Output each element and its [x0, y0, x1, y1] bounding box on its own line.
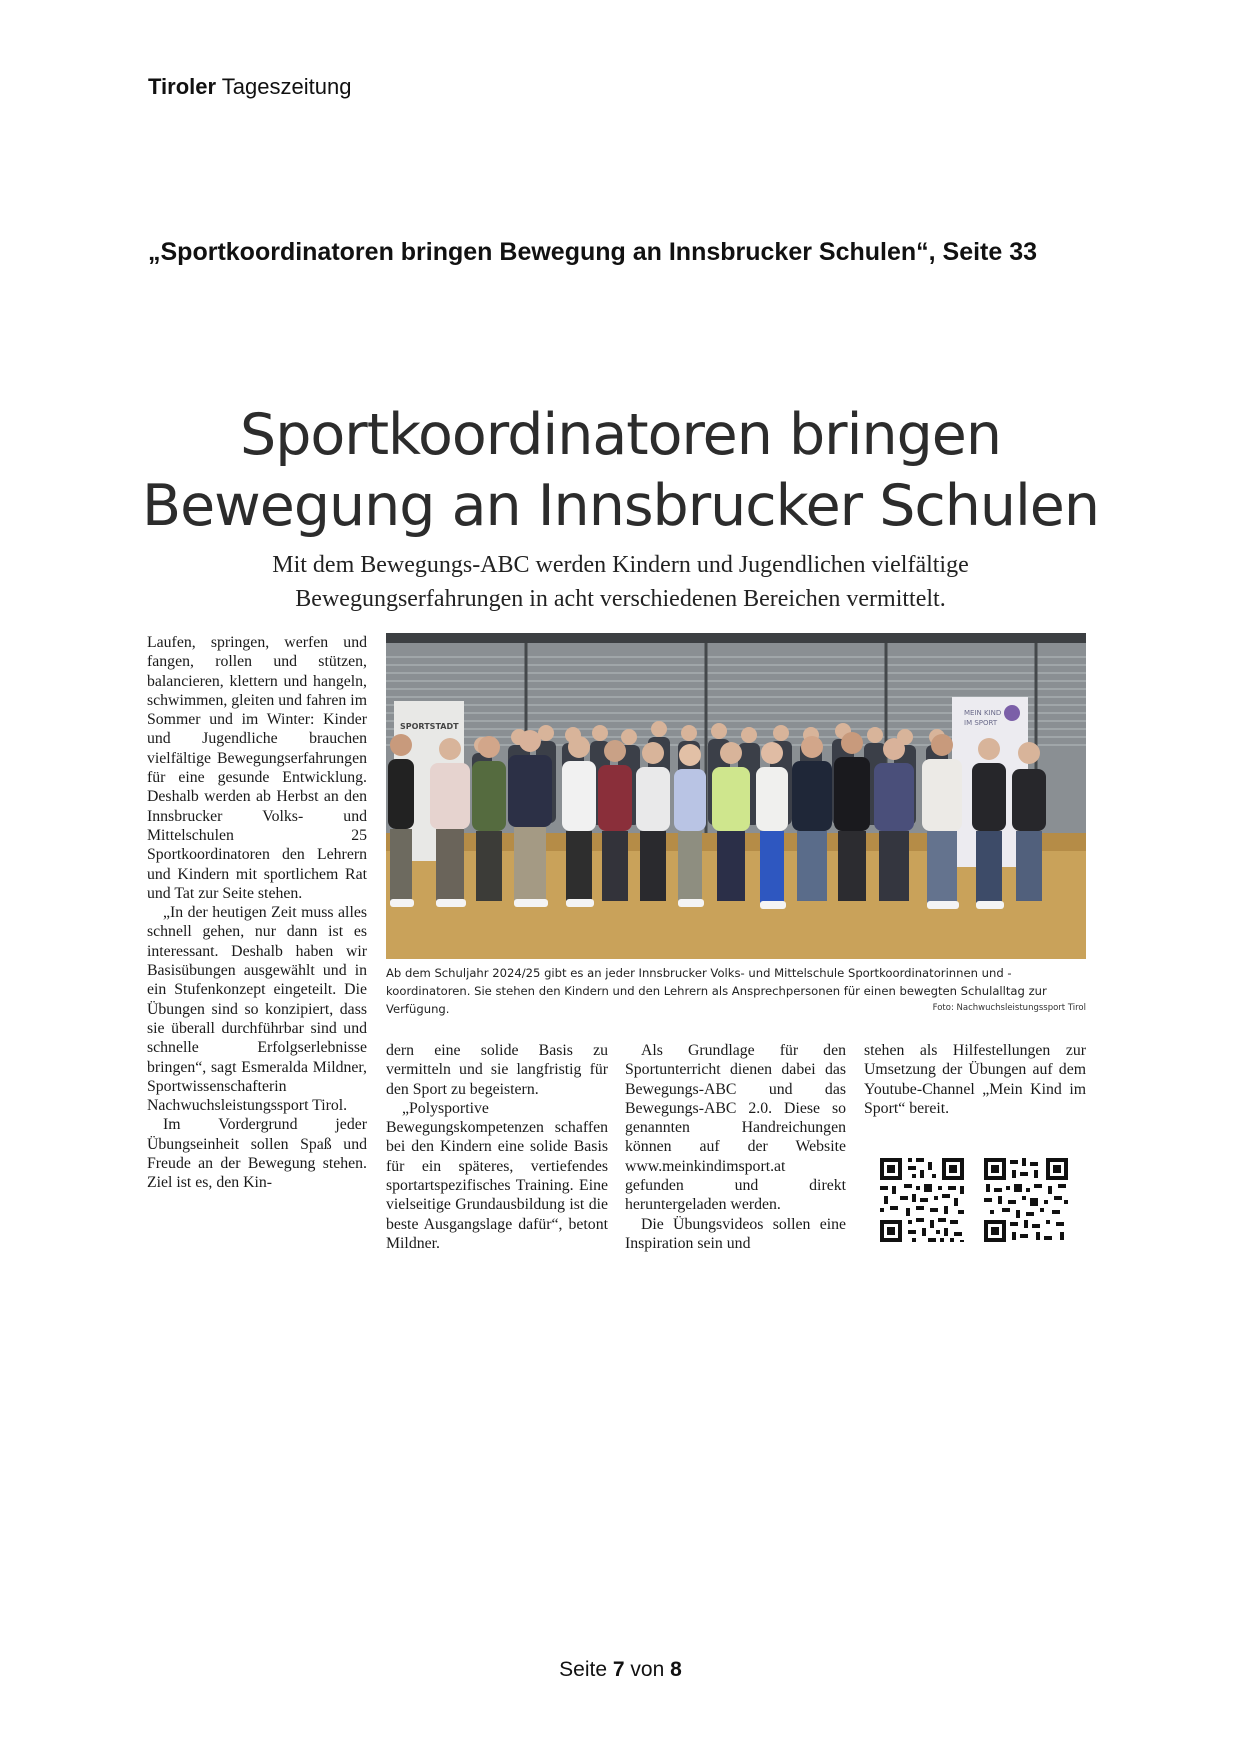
paragraph: Die Übungsvideos sollen eine Inspiration sein und: [625, 1215, 846, 1252]
paragraph: Im Vordergrund jeder Übungseinheit sollen Spaß und Freude an der Bewegung stehen. Ziel ist es, den Kin-: [147, 1116, 367, 1192]
banner-right-line1: MEIN KIND: [964, 709, 1002, 717]
paragraph: „Polysportive Bewegungskompetenzen schaffen bei den Kindern eine solide Basis für ein späteres, vertiefendes sportartspezifisches Training. Eine vielseitige Grundausbildung ist die beste Ausgangslage dafür“, betont Mildner.: [386, 1099, 608, 1252]
page-footer: Seite 7 von 8: [559, 1658, 682, 1681]
group-photo-illustration: [386, 633, 1086, 959]
group-photo: [386, 633, 1086, 959]
banner-right-line2: IM SPORT: [964, 719, 998, 727]
clip-title: „Sportkoordinatoren bringen Bewegung an Innsbrucker Schulen“, Seite 33: [148, 238, 1038, 266]
paragraph: dern eine solide Basis zu vermitteln und sie langfristig für den Sport zu begeistern.: [386, 1042, 608, 1098]
photo-credit: Foto: Nachwuchsleistungssport Tirol: [932, 1003, 1086, 1013]
paragraph: Laufen, springen, werfen und fangen, rollen und stützen, balancieren, klettern und hangeln, schwimmen, gleiten und fahren im Sommer und im Winter: Kinder und Jugendliche brauchen vielfältige Bewegungserfahrungen für eine gesunde Entwicklung. Deshalb werden ab Herbst an den Innsbrucker Volks- und Mittelschulen 25 Sportkoordinatoren den Lehrern und Kindern mit sportlichem Rat und Tat zur Seite stehen.: [147, 634, 367, 902]
qr-code-icon: [982, 1156, 1070, 1244]
paragraph: „In der heutigen Zeit muss alles schnell gehen, nur dann ist es interessant. Deshalb haben wir Basisübungen ausgewählt und in ein Stufenkonzept eingeteilt. Die Übungen sind so konzipiert, dass sie überall durchführbar sind und schnelle Erfolgserlebnisse bringen“, sagt Esmeralda Mildner, Sportwissenschafterin Nachwuchsleistungssport Tirol.: [147, 904, 367, 1115]
people-group: [388, 721, 1046, 909]
article-column-4: [864, 1041, 1086, 1118]
publication-name: Tiroler Tageszeitung: [148, 74, 352, 99]
article-headline: Sportkoordinatoren bringen Bewegung an Innsbrucker Schulen: [141, 402, 1099, 539]
article-column-3: [625, 1041, 846, 1253]
paragraph: stehen als Hilfestellungen zur Umsetzung der Übungen auf dem Youtube-Channel „Mein Kind im Sport“ bereit.: [864, 1042, 1086, 1117]
article-column-2: [386, 1041, 608, 1253]
article-column-1: [147, 633, 367, 1193]
photo-caption: Ab dem Schuljahr 2024/25 gibt es an jeder Innsbrucker Volks- und Mittelschule Sportkoordinatorinnen und -koordinatoren. Sie stehen den Kindern und den Lehrern als Ansprechpersonen für einen bewegten Schulalltag zur Verfügung.: [386, 966, 1047, 1016]
banner-left-text: SPORTSTADT: [400, 722, 459, 731]
qr-code-icon: [878, 1156, 966, 1244]
paragraph: Als Grundlage für den Sportunterricht dienen dabei das Bewegungs-ABC und das Bewegungs-ABC 2.0. Diese so genannten Handreichungen können auf der Website www.meinkindimsport.at gefunden und direkt heruntergeladen werden.: [625, 1042, 846, 1214]
article-subheadline: Mit dem Bewegungs-ABC werden Kindern und Jugendlichen vielfältige Bewegungserfahrungen in acht verschiedenen Bereichen vermittelt.: [272, 552, 969, 612]
